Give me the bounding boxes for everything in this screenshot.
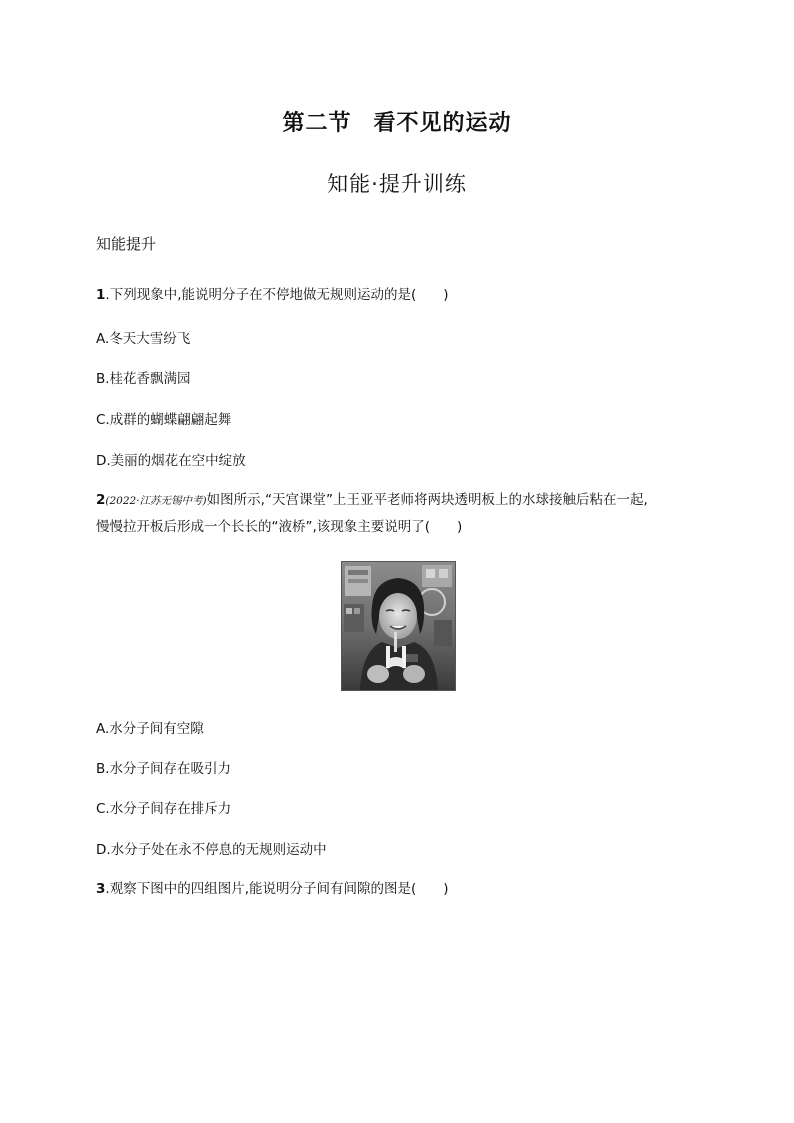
section-heading: 知能提升 bbox=[96, 235, 157, 253]
option-d: D.美丽的烟花在空中绽放 bbox=[96, 453, 246, 469]
question-number: 3 bbox=[96, 881, 106, 897]
option-c: C.水分子间存在排斥力 bbox=[96, 801, 232, 817]
question-text: .观察下图中的四组图片,能说明分子间有间隙的图是( ) bbox=[105, 881, 449, 897]
question-2 bbox=[96, 487, 648, 540]
question-3 bbox=[96, 876, 449, 902]
astronaut-liquid-bridge-photo bbox=[341, 561, 456, 691]
option-b: B.水分子间存在吸引力 bbox=[96, 761, 232, 777]
option-a: A.冬天大雪纷飞 bbox=[96, 331, 191, 347]
page-subtitle: 知能·提升训练 bbox=[327, 172, 467, 196]
question-text-line2: 慢慢拉开板后形成一个长长的“液桥”,该现象主要说明了( ) bbox=[96, 519, 463, 535]
option-c: C.成群的蝴蝶翩翩起舞 bbox=[96, 412, 232, 428]
photo-illustration bbox=[342, 562, 455, 690]
question-number: 2 bbox=[96, 492, 106, 508]
title-topic: 看不见的运动 bbox=[373, 111, 512, 136]
page-title bbox=[0, 106, 794, 137]
question-text-line1: 如图所示,“天宫课堂”上王亚平老师将两块透明板上的水球接触后粘在一起, bbox=[206, 492, 648, 508]
option-b: B.桂花香飘满园 bbox=[96, 371, 191, 387]
option-a: A.水分子间有空隙 bbox=[96, 721, 204, 737]
question-1 bbox=[96, 282, 449, 308]
question-text: .下列现象中,能说明分子在不停地做无规则运动的是( ) bbox=[105, 287, 449, 303]
question-source: (2022·江苏无锡中考) bbox=[105, 495, 207, 507]
option-d: D.水分子处在永不停息的无规则运动中 bbox=[96, 842, 327, 858]
question-number: 1 bbox=[96, 287, 106, 303]
title-section-number: 第二节 bbox=[282, 111, 352, 136]
